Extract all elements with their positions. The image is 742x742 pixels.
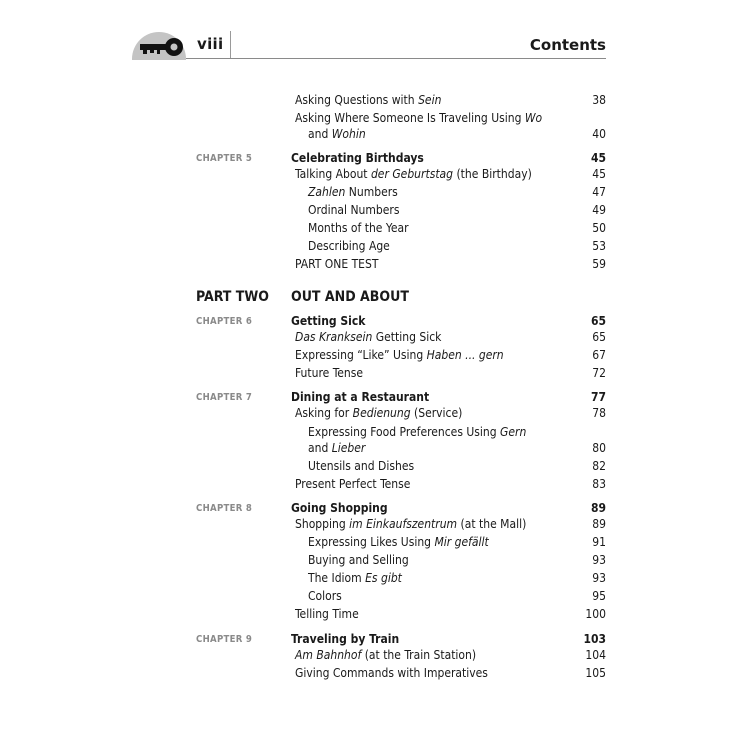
page-reference: 50 [592, 221, 606, 235]
entry-title [308, 185, 398, 200]
page-reference: 45 [592, 167, 606, 181]
text-segment: PART ONE TEST [295, 257, 379, 271]
text-segment: and [308, 441, 332, 455]
italic-term: Wo [524, 111, 543, 125]
section-title: Contents [529, 36, 606, 54]
entry-title [295, 366, 363, 381]
page-reference: 47 [592, 185, 606, 199]
chapter-label: CHAPTER 5 [196, 153, 253, 164]
chapter-title: Going Shopping [291, 501, 388, 515]
italic-term: Gern [500, 425, 527, 439]
page-reference: 77 [590, 390, 606, 404]
page-reference: 49 [592, 203, 606, 217]
page-reference: 53 [592, 239, 606, 253]
text-segment: Asking for [295, 406, 353, 420]
text-segment: Colors [308, 589, 342, 603]
key-icon [138, 37, 184, 57]
chapter-title: Getting Sick [291, 314, 366, 328]
page-reference: 72 [592, 366, 606, 380]
part-label: PART TWO [196, 289, 269, 305]
text-segment: Giving Commands with Imperatives [295, 666, 488, 680]
page-reference: 38 [592, 93, 606, 107]
entry-title [308, 425, 526, 440]
page-reference: 65 [590, 314, 606, 328]
entry-title [295, 330, 441, 345]
italic-term: Lieber [331, 441, 366, 455]
italic-term: Mir gefällt [434, 535, 489, 549]
entry-title [295, 406, 462, 421]
entry-title [308, 203, 399, 218]
text-segment: (at the Mall) [457, 517, 527, 531]
entry-title [308, 459, 414, 474]
text-segment: and [308, 127, 332, 141]
entry-title [308, 239, 390, 254]
page-reference: 93 [592, 571, 606, 585]
italic-term: Das Kranksein [295, 330, 373, 344]
entry-title [295, 517, 526, 532]
page-reference: 95 [592, 589, 606, 603]
text-segment: Utensils and Dishes [308, 459, 415, 473]
page-reference: 83 [592, 477, 606, 491]
entry-title [295, 257, 378, 272]
text-segment: Getting Sick [372, 330, 442, 344]
chapter-title: Traveling by Train [291, 632, 400, 646]
entry-title [295, 111, 542, 126]
chapter-title: Dining at a Restaurant [291, 390, 430, 404]
entry-title [308, 571, 402, 586]
entry-title [295, 666, 488, 681]
chapter-title: Celebrating Birthdays [291, 151, 424, 165]
header-rule [186, 58, 606, 59]
italic-term: Bedienung [352, 406, 411, 420]
entry-title-continued [308, 127, 366, 142]
entry-title [295, 167, 532, 182]
text-segment: Present Perfect Tense [295, 477, 411, 491]
page-reference: 89 [590, 501, 606, 515]
page-reference: 59 [592, 257, 606, 271]
chapter-label: CHAPTER 9 [196, 634, 253, 645]
part-title: OUT AND ABOUT [291, 289, 409, 305]
entry-title [295, 93, 441, 108]
entry-title-continued [308, 441, 365, 456]
text-segment: Telling Time [295, 607, 359, 621]
chapter-label: CHAPTER 8 [196, 503, 253, 514]
entry-title [308, 553, 409, 568]
text-segment: Shopping [295, 517, 350, 531]
text-segment: Buying and Selling [308, 553, 409, 567]
entry-title [308, 221, 409, 236]
text-segment: (Service) [410, 406, 463, 420]
text-segment: The Idiom [308, 571, 366, 585]
text-segment: Expressing Likes Using [308, 535, 435, 549]
page-reference: 45 [590, 151, 606, 165]
italic-term: Am Bahnhof [295, 648, 362, 662]
page-reference: 65 [592, 330, 606, 344]
text-segment: Describing Age [308, 239, 390, 253]
page-number: viii [197, 35, 224, 53]
italic-term: Zahlen [308, 185, 346, 199]
entry-title [308, 589, 342, 604]
chapter-label: CHAPTER 6 [196, 316, 253, 327]
page-reference: 91 [592, 535, 606, 549]
text-segment: (the Birthday) [453, 167, 532, 181]
text-segment: Ordinal Numbers [308, 203, 400, 217]
header-divider [230, 31, 231, 58]
text-segment: Asking Questions with [295, 93, 419, 107]
text-segment: Future Tense [295, 366, 364, 380]
page-reference: 40 [592, 127, 606, 141]
italic-term: Wohin [331, 127, 366, 141]
text-segment: (at the Train Station) [361, 648, 477, 662]
page-reference: 67 [592, 348, 606, 362]
text-segment: Months of the Year [308, 221, 409, 235]
entry-title [295, 607, 359, 622]
text-segment: Expressing “Like” Using [295, 348, 427, 362]
page-reference: 89 [592, 517, 606, 531]
text-segment: Asking Where Someone Is Traveling Using [295, 111, 525, 125]
page-header [0, 0, 742, 62]
text-segment: Talking About [295, 167, 371, 181]
entry-title [308, 535, 489, 550]
page-reference: 80 [592, 441, 606, 455]
page-reference: 103 [583, 632, 606, 646]
text-segment: Expressing Food Preferences Using [308, 425, 501, 439]
italic-term: Es gibt [365, 571, 402, 585]
italic-term: der Geburtstag [370, 167, 454, 181]
page-reference: 82 [592, 459, 606, 473]
italic-term: Haben ... gern [426, 348, 504, 362]
italic-term: im Einkaufszentrum [349, 517, 458, 531]
entry-title [295, 648, 476, 663]
page-reference: 105 [585, 666, 606, 680]
page-reference: 104 [585, 648, 606, 662]
page-reference: 100 [585, 607, 606, 621]
text-segment: Numbers [345, 185, 398, 199]
chapter-label: CHAPTER 7 [196, 392, 253, 403]
entry-title [295, 477, 410, 492]
entry-title [295, 348, 504, 363]
page-reference: 93 [592, 553, 606, 567]
page-reference: 78 [592, 406, 606, 420]
italic-term: Sein [418, 93, 442, 107]
